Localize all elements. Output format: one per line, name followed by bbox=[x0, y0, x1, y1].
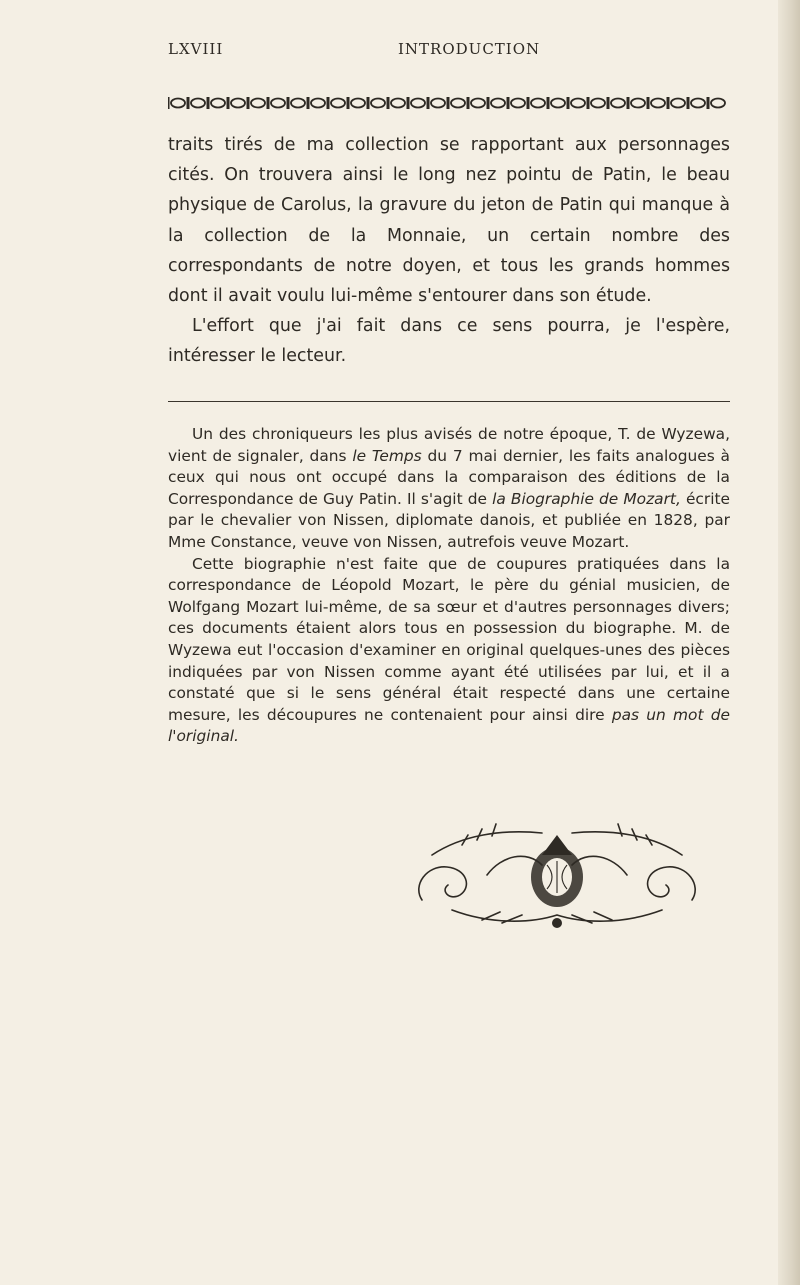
footnote-text: Un des chroniqueurs les plus avisés de notre époque, T. de Wyzewa, vient de signaler, dans bbox=[168, 425, 730, 465]
chain-link bbox=[591, 99, 605, 108]
chain-link bbox=[351, 99, 365, 108]
chain-link bbox=[411, 99, 425, 108]
page-edge-shadow bbox=[778, 0, 800, 1285]
chain-link bbox=[531, 99, 545, 108]
chain-bar bbox=[627, 97, 630, 109]
chain-link bbox=[631, 99, 645, 108]
chain-bar bbox=[227, 97, 230, 109]
chain-link bbox=[231, 99, 245, 108]
chain-link bbox=[331, 99, 345, 108]
chain-bar bbox=[447, 97, 450, 109]
footnote-italic: le Temps bbox=[352, 446, 422, 465]
chain-bar bbox=[407, 97, 410, 109]
chain-link bbox=[611, 99, 625, 108]
footnote-text: du 7 mai dernier, les faits analogues à ceux qui nous ont occupé dans la comparaison des éditions de la Correspondance de Guy Patin. Il s'agit de bbox=[168, 446, 730, 508]
chain-bar bbox=[607, 97, 610, 109]
foliage-scroll-vignette-icon bbox=[392, 815, 722, 935]
chain-bar bbox=[267, 97, 270, 109]
footnote-text: Cette biographie n'est faite que de coupures pratiquées dans la correspondance de Léopold Mozart, le père du génial musicien, de Wolfgang Mozart lui-même, de sa sœur et d'autres personnages divers; ces documents étaient alors tous en possession du biographe. M. de Wyzewa eut l'occasion d'examiner en original quelques-unes des pièces indiquées par von Nissen comme ayant été utilisées par lui, et il a constaté que si le sens général était respecté dans une certaine mesure, les découpures ne contenaient pour ainsi dire bbox=[168, 554, 730, 724]
chain-bar bbox=[527, 97, 530, 109]
chain-link bbox=[391, 99, 405, 108]
vignette-scroll-right bbox=[648, 867, 696, 900]
chain-link bbox=[191, 99, 205, 108]
footnote-paragraph-1 bbox=[168, 424, 730, 554]
chain-link bbox=[211, 99, 225, 108]
chain-bar bbox=[367, 97, 370, 109]
chain-bar bbox=[247, 97, 250, 109]
chain-bar bbox=[207, 97, 210, 109]
chain-link bbox=[251, 99, 265, 108]
page-number: LXVIII bbox=[168, 40, 224, 58]
vignette-bud bbox=[552, 918, 562, 928]
chain-link bbox=[671, 99, 685, 108]
chain-bar bbox=[487, 97, 490, 109]
running-header bbox=[168, 40, 728, 64]
chain-bar bbox=[507, 97, 510, 109]
chain-link bbox=[171, 99, 185, 108]
footnote-italic: la Biographie de Mozart, bbox=[492, 489, 681, 508]
vignette-crest bbox=[542, 835, 572, 855]
chain-link bbox=[271, 99, 285, 108]
chain-link bbox=[651, 99, 665, 108]
chain-bar bbox=[327, 97, 330, 109]
chain-link bbox=[371, 99, 385, 108]
chain-bar bbox=[387, 97, 390, 109]
chain-link bbox=[571, 99, 585, 108]
chain-link bbox=[711, 99, 725, 108]
chain-bar bbox=[287, 97, 290, 109]
footnote-block bbox=[168, 424, 730, 748]
vignette-svg bbox=[392, 815, 722, 935]
chain-link bbox=[471, 99, 485, 108]
main-text bbox=[168, 130, 730, 372]
chain-bar bbox=[587, 97, 590, 109]
running-title: INTRODUCTION bbox=[398, 40, 541, 58]
chain-link bbox=[291, 99, 305, 108]
chain-link bbox=[511, 99, 525, 108]
chain-bar bbox=[647, 97, 650, 109]
footnote-text: écrite par le chevalier von Nissen, diplomate danois, et publiée en 1828, par Mme Constance, veuve von Nissen, autrefois veuve Mozart. bbox=[168, 489, 730, 551]
chain-bar bbox=[187, 97, 190, 109]
footnote-italic: pas un mot de l'original. bbox=[168, 705, 730, 746]
chain-bar bbox=[168, 97, 170, 109]
chain-link bbox=[311, 99, 325, 108]
chain-link bbox=[691, 99, 705, 108]
chain-link bbox=[491, 99, 505, 108]
chain-link bbox=[551, 99, 565, 108]
footnote-paragraph-2 bbox=[168, 554, 730, 748]
chain-bar bbox=[667, 97, 670, 109]
chain-bar bbox=[547, 97, 550, 109]
paragraph-2: L'effort que j'ai fait dans ce sens pourra, je l'espère, intéresser le lecteur. bbox=[168, 316, 730, 367]
vignette-scroll-left bbox=[419, 867, 467, 900]
chain-link-ornament-icon bbox=[168, 96, 728, 110]
chain-link bbox=[451, 99, 465, 108]
chain-bar bbox=[427, 97, 430, 109]
footnote-divider bbox=[168, 401, 730, 402]
chain-bar bbox=[467, 97, 470, 109]
chain-bar bbox=[687, 97, 690, 109]
chain-link-ornament-svg bbox=[168, 96, 728, 110]
chain-bar bbox=[567, 97, 570, 109]
chain-bar bbox=[707, 97, 710, 109]
paragraph-1: traits tirés de ma collection se rapportant aux personnages cités. On trouvera ainsi le long nez pointu de Patin, le beau physique de Carolus, la gravure du jeton de Patin qui manque à la collection de la Monnaie, un certain nombre des correspondants de notre doyen, et tous les grands hommes dont il avait voulu lui-même s'entourer dans son étude. bbox=[168, 135, 730, 307]
chain-bar bbox=[347, 97, 350, 109]
chain-link bbox=[431, 99, 445, 108]
chain-bar bbox=[307, 97, 310, 109]
